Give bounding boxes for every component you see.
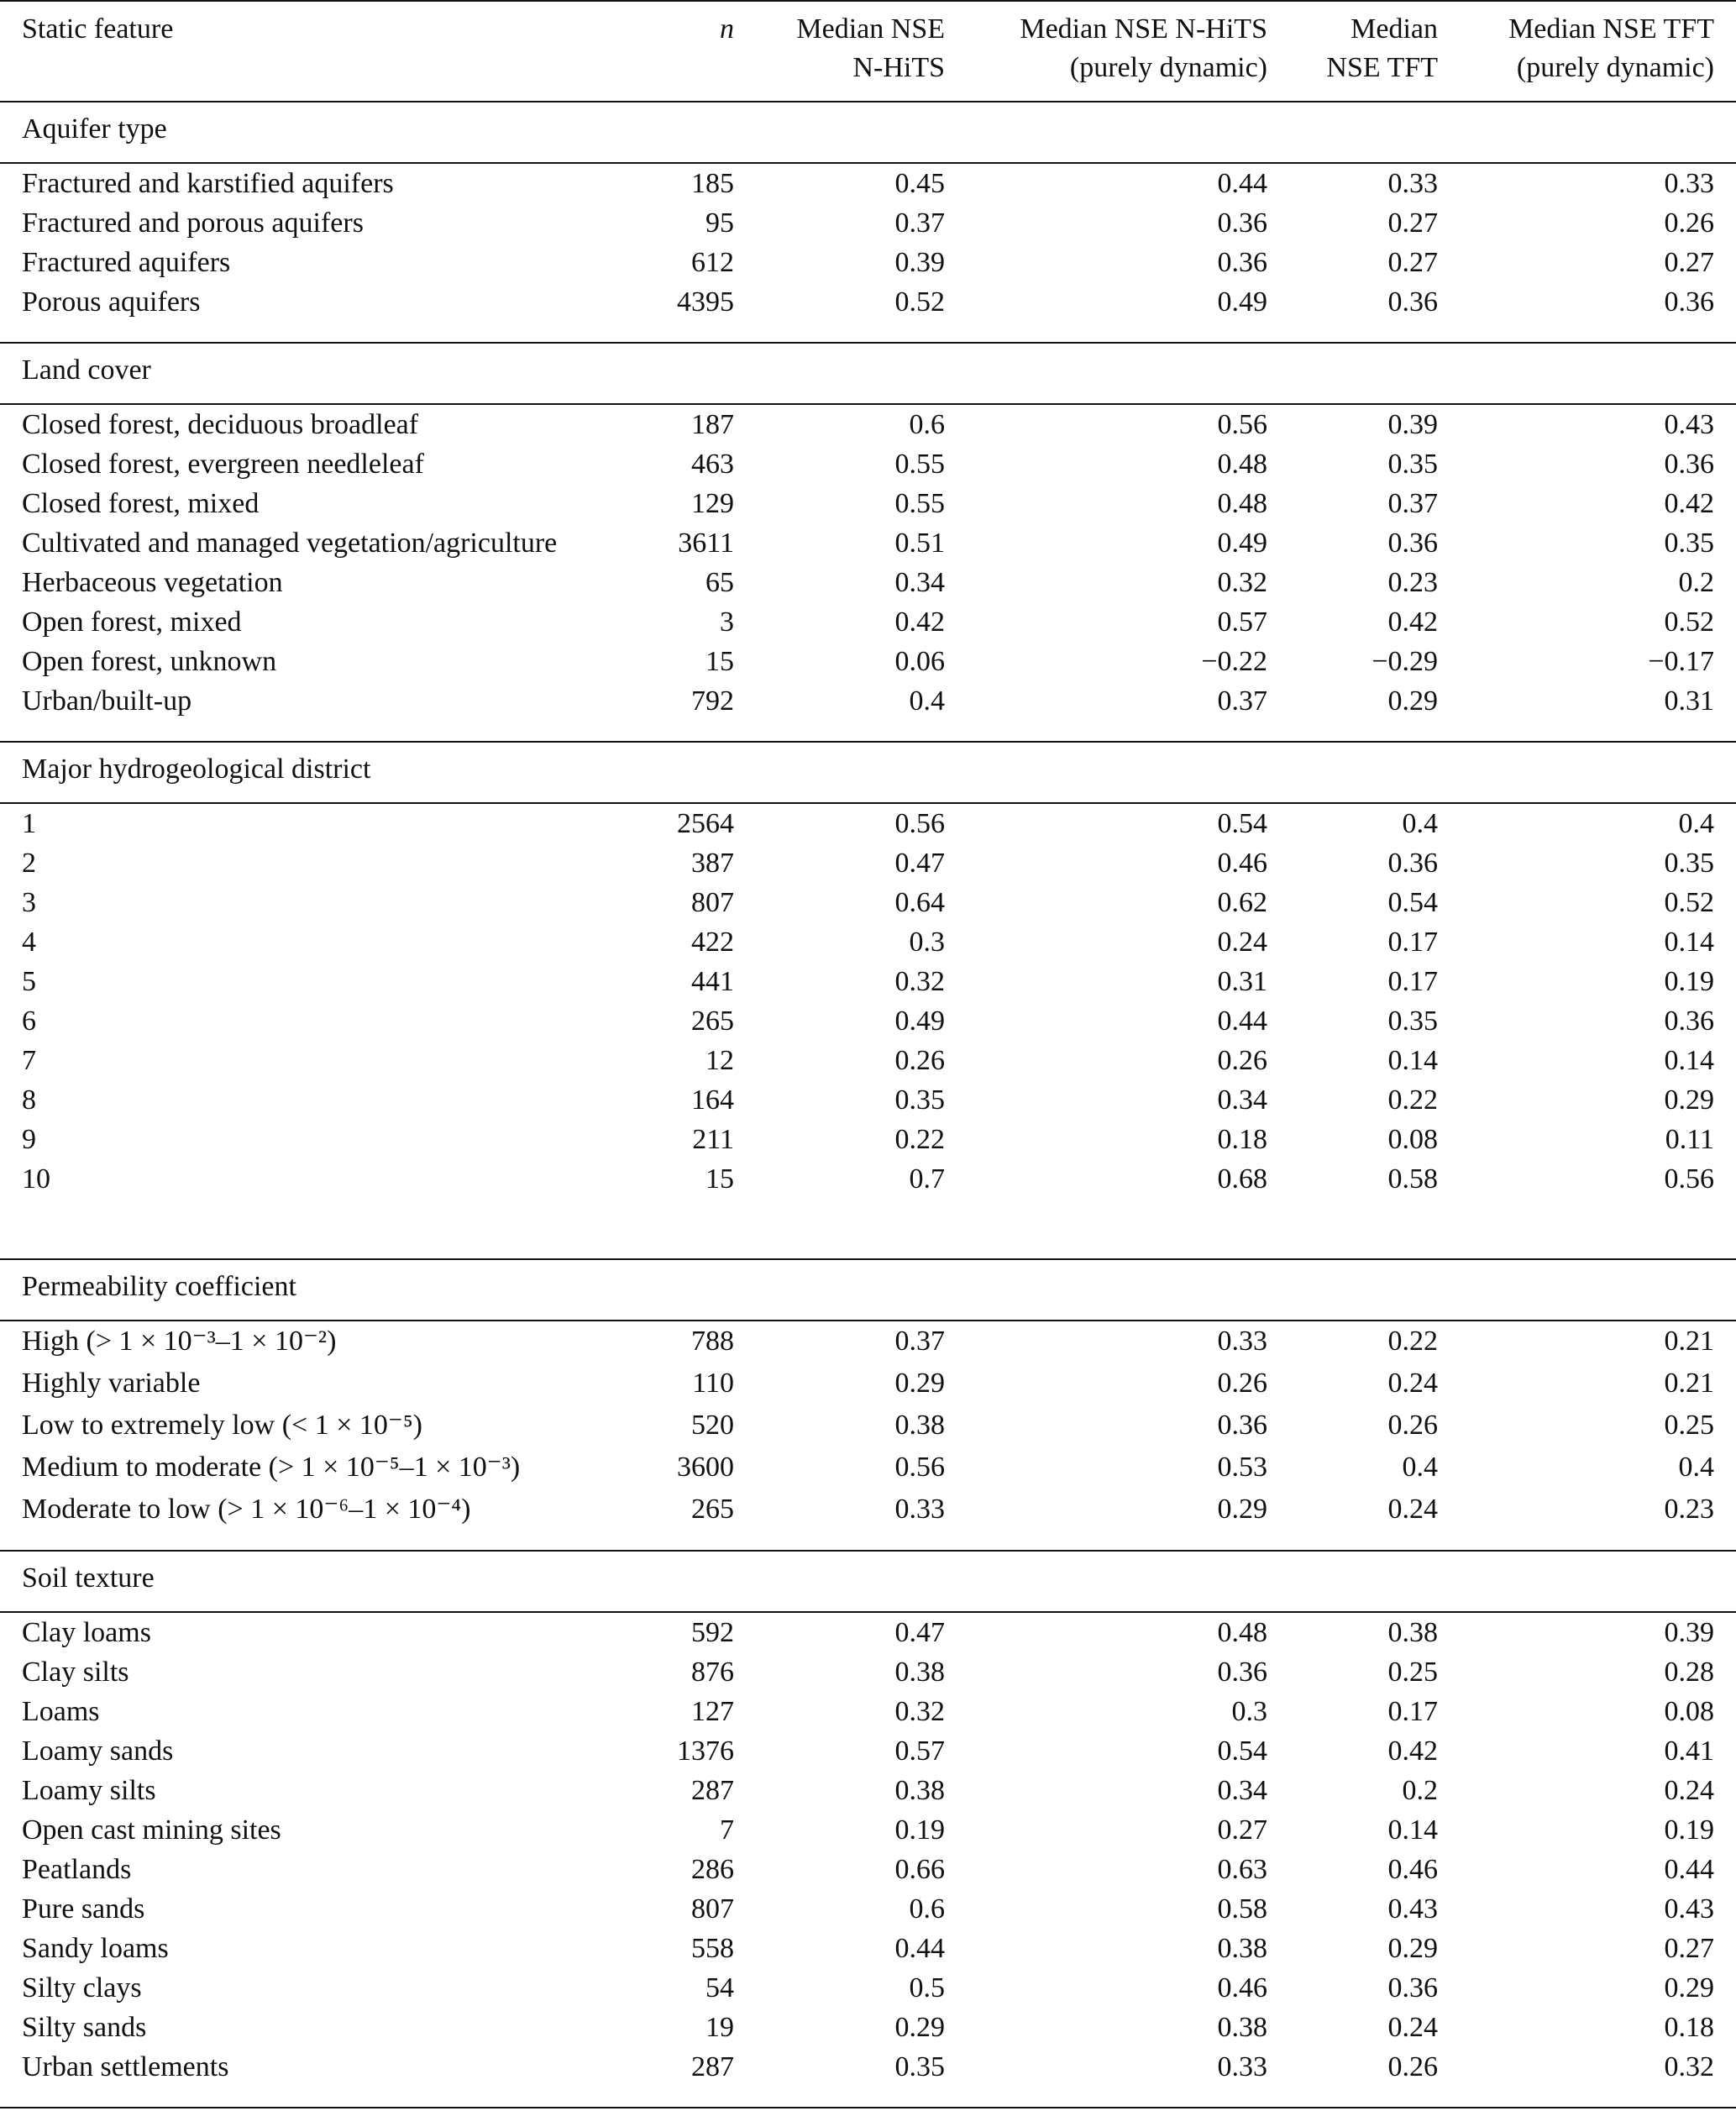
cell-value: 0.4 (1402, 1452, 1438, 1483)
table-row (0, 1850, 1736, 1889)
cell-value: 0.46 (1217, 848, 1267, 879)
cell-value: 558 (691, 1933, 734, 1964)
table-row (0, 1405, 1736, 1445)
cell-value: 0.37 (894, 207, 945, 239)
cell-value: 3611 (678, 528, 734, 559)
table-row (0, 1489, 1736, 1529)
row-label: Low to extremely low (< 1 × 10⁻⁵) (22, 1410, 422, 1441)
cell-value: 0.18 (1664, 2012, 1714, 2043)
row-label: 8 (22, 1084, 36, 1116)
cell-value: 0.18 (1217, 1124, 1267, 1155)
cell-value: 0.36 (1387, 286, 1438, 318)
row-label: High (> 1 × 10⁻³–1 × 10⁻²) (22, 1326, 337, 1357)
header-line: Median NSE TFT (1508, 13, 1714, 45)
cell-value: 0.36 (1664, 449, 1714, 480)
table-row (0, 1159, 1736, 1199)
cell-value: 0.33 (894, 1494, 945, 1525)
row-label: Open forest, mixed (22, 607, 242, 638)
cell-value: 0.58 (1217, 1893, 1267, 1925)
row-label: Sandy loams (22, 1933, 169, 1964)
cell-value: 0.14 (1387, 1814, 1438, 1846)
table-row (0, 642, 1736, 681)
table-row (0, 2008, 1736, 2047)
cell-value: 0.29 (1387, 685, 1438, 717)
cell-value: 0.31 (1217, 966, 1267, 997)
cell-value: 0.26 (1387, 1410, 1438, 1441)
cell-value: 0.36 (1217, 207, 1267, 239)
section-title: Permeability coefficient (22, 1271, 296, 1302)
row-label: Herbaceous vegetation (22, 567, 283, 598)
cell-value: 0.29 (894, 1368, 945, 1399)
cell-value: 0.57 (894, 1736, 945, 1767)
cell-value: 0.24 (1664, 1775, 1714, 1806)
header-line: Median (1351, 13, 1438, 45)
section-rule (0, 1258, 1736, 1260)
cell-value: 0.68 (1217, 1163, 1267, 1195)
cell-value: 0.44 (1217, 168, 1267, 199)
cell-value: 0.33 (1217, 2051, 1267, 2082)
cell-value: 0.52 (1664, 607, 1714, 638)
bottom-rule (0, 2107, 1736, 2108)
row-label: 4 (22, 927, 36, 958)
cell-value: 0.48 (1217, 449, 1267, 480)
cell-value: 4395 (677, 286, 734, 318)
table-row (0, 681, 1736, 721)
cell-value: 211 (692, 1124, 734, 1155)
cell-value: 612 (691, 247, 734, 278)
cell-value: 387 (691, 848, 734, 879)
header-static-feature: Static feature (22, 13, 174, 45)
row-label: Loamy sands (22, 1736, 174, 1767)
cell-value: 0.29 (894, 2012, 945, 2043)
row-label: 2 (22, 848, 36, 879)
cell-value: 0.36 (1664, 1006, 1714, 1037)
cell-value: 0.23 (1387, 567, 1438, 598)
cell-value: 0.21 (1664, 1368, 1714, 1399)
cell-value: 185 (691, 168, 734, 199)
table-row (0, 1001, 1736, 1041)
cell-value: 0.36 (1387, 848, 1438, 879)
table-row (0, 602, 1736, 642)
cell-value: 0.42 (1664, 488, 1714, 519)
cell-value: 788 (691, 1326, 734, 1357)
cell-value: 65 (705, 567, 734, 598)
row-label: Clay silts (22, 1657, 129, 1688)
cell-value: 0.49 (1217, 528, 1267, 559)
cell-value: 0.37 (894, 1326, 945, 1357)
cell-value: 0.14 (1387, 1045, 1438, 1076)
section-title: Land cover (22, 354, 151, 386)
cell-value: 0.54 (1217, 1736, 1267, 1767)
table-row (0, 804, 1736, 843)
section-title: Major hydrogeological district (22, 754, 371, 785)
cell-value: −0.17 (1648, 646, 1714, 677)
cell-value: 0.33 (1217, 1326, 1267, 1357)
cell-value: 0.27 (1387, 247, 1438, 278)
cell-value: 0.56 (1217, 409, 1267, 440)
cell-value: 0.53 (1217, 1452, 1267, 1483)
cell-value: 0.36 (1387, 528, 1438, 559)
cell-value: 0.38 (1387, 1617, 1438, 1648)
table-row (0, 2047, 1736, 2087)
cell-value: 110 (692, 1368, 734, 1399)
cell-value: 265 (691, 1006, 734, 1037)
cell-value: 0.37 (1217, 685, 1267, 717)
cell-value: 0.42 (1387, 607, 1438, 638)
row-label: Highly variable (22, 1368, 201, 1399)
row-label: Urban settlements (22, 2051, 229, 2082)
cell-value: −0.22 (1201, 646, 1267, 677)
cell-value: 0.24 (1387, 1494, 1438, 1525)
cell-value: 0.38 (894, 1410, 945, 1441)
cell-value: 0.31 (1664, 685, 1714, 717)
row-label: Closed forest, deciduous broadleaf (22, 409, 419, 440)
row-label: Medium to moderate (> 1 × 10⁻⁵–1 × 10⁻³) (22, 1452, 521, 1483)
cell-value: 0.29 (1387, 1933, 1438, 1964)
cell-value: 0.27 (1387, 207, 1438, 239)
cell-value: 0.22 (1387, 1084, 1438, 1116)
row-label: Closed forest, evergreen needleleaf (22, 449, 424, 480)
cell-value: 0.26 (1217, 1368, 1267, 1399)
row-label: Pure sands (22, 1893, 145, 1925)
cell-value: 0.54 (1217, 808, 1267, 839)
cell-value: 0.49 (894, 1006, 945, 1037)
cell-value: 0.14 (1664, 927, 1714, 958)
cell-value: 0.06 (894, 646, 945, 677)
cell-value: 0.17 (1387, 1696, 1438, 1727)
header-line: (purely dynamic) (1516, 52, 1714, 83)
cell-value: 0.35 (1387, 449, 1438, 480)
cell-value: 0.27 (1664, 247, 1714, 278)
cell-value: 0.48 (1217, 488, 1267, 519)
cell-value: 0.19 (1664, 1814, 1714, 1846)
cell-value: 0.4 (1678, 1452, 1714, 1483)
cell-value: 0.35 (894, 2051, 945, 2082)
cell-value: 265 (691, 1494, 734, 1525)
row-label: Porous aquifers (22, 286, 201, 318)
cell-value: 0.29 (1217, 1494, 1267, 1525)
cell-value: 592 (691, 1617, 734, 1648)
cell-value: 0.45 (894, 168, 945, 199)
row-label: 9 (22, 1124, 36, 1155)
cell-value: 287 (691, 1775, 734, 1806)
cell-value: 164 (691, 1084, 734, 1116)
section-rule (0, 342, 1736, 344)
cell-value: 0.17 (1387, 966, 1438, 997)
table-row (0, 243, 1736, 282)
header-line: Median NSE (796, 13, 945, 45)
row-label: Silty sands (22, 2012, 147, 2043)
cell-value: 0.43 (1664, 1893, 1714, 1925)
cell-value: 0.08 (1387, 1124, 1438, 1155)
cell-value: 0.27 (1217, 1814, 1267, 1846)
row-label: 1 (22, 808, 36, 839)
table-row (0, 282, 1736, 322)
cell-value: 0.2 (1402, 1775, 1438, 1806)
cell-value: 0.51 (894, 528, 945, 559)
table-row (0, 1692, 1736, 1731)
cell-value: 12 (705, 1045, 734, 1076)
cell-value: 520 (691, 1410, 734, 1441)
cell-value: 0.56 (894, 808, 945, 839)
cell-value: 0.24 (1387, 2012, 1438, 2043)
cell-value: 0.36 (1387, 1972, 1438, 2003)
cell-value: 0.38 (894, 1657, 945, 1688)
cell-value: 0.36 (1217, 1410, 1267, 1441)
section-rule (0, 741, 1736, 743)
table-row (0, 405, 1736, 444)
table-row (0, 1120, 1736, 1159)
cell-value: 0.44 (1217, 1006, 1267, 1037)
cell-value: 0.32 (894, 966, 945, 997)
cell-value: 287 (691, 2051, 734, 2082)
header-median-nse-nhits (796, 10, 945, 87)
row-label: Fractured aquifers (22, 247, 231, 278)
header-line: Median NSE N-HiTS (1020, 13, 1267, 45)
cell-value: 0.39 (1387, 409, 1438, 440)
row-label: Loamy silts (22, 1775, 156, 1806)
cell-value: 0.52 (894, 286, 945, 318)
table-row (0, 1447, 1736, 1487)
cell-value: 0.46 (1217, 1972, 1267, 2003)
cell-value: 187 (691, 409, 734, 440)
cell-value: 0.58 (1387, 1163, 1438, 1195)
row-label: 6 (22, 1006, 36, 1037)
table-row (0, 1041, 1736, 1080)
table-row (0, 1080, 1736, 1120)
cell-value: 3600 (677, 1452, 734, 1483)
top-rule (0, 0, 1736, 2)
row-label: 3 (22, 887, 36, 918)
cell-value: 0.4 (909, 685, 945, 717)
cell-value: 0.27 (1664, 1933, 1714, 1964)
cell-value: 0.17 (1387, 927, 1438, 958)
header-line: (purely dynamic) (1069, 52, 1267, 83)
header-n: n (720, 13, 734, 45)
section-rule (0, 1550, 1736, 1552)
cell-value: 0.43 (1664, 409, 1714, 440)
table-row (0, 1613, 1736, 1652)
row-label: Urban/built-up (22, 685, 192, 717)
cell-value: 0.22 (1387, 1326, 1438, 1357)
cell-value: 129 (691, 488, 734, 519)
table-row (0, 1810, 1736, 1850)
table-row (0, 484, 1736, 523)
table-row (0, 444, 1736, 484)
table-row (0, 1968, 1736, 2008)
cell-value: 0.35 (1664, 528, 1714, 559)
cell-value: 0.3 (1231, 1696, 1267, 1727)
section-title: Aquifer type (22, 113, 167, 144)
cell-value: 0.42 (894, 607, 945, 638)
row-label: 10 (22, 1163, 50, 1195)
cell-value: 0.47 (894, 1617, 945, 1648)
cell-value: 807 (691, 887, 734, 918)
row-label: Fractured and karstified aquifers (22, 168, 394, 199)
cell-value: 15 (705, 1163, 734, 1195)
cell-value: 0.35 (1387, 1006, 1438, 1037)
cell-value: 0.66 (894, 1854, 945, 1885)
table-row (0, 1771, 1736, 1810)
cell-value: 0.35 (894, 1084, 945, 1116)
cell-value: 0.25 (1664, 1410, 1714, 1441)
cell-value: 0.35 (1664, 848, 1714, 879)
cell-value: 15 (705, 646, 734, 677)
row-label: Cultivated and managed vegetation/agriculture (22, 528, 558, 559)
cell-value: 441 (691, 966, 734, 997)
cell-value: 0.4 (1402, 808, 1438, 839)
cell-value: 0.41 (1664, 1736, 1714, 1767)
cell-value: 0.25 (1387, 1657, 1438, 1688)
row-label: Clay loams (22, 1617, 151, 1648)
cell-value: 0.3 (909, 927, 945, 958)
cell-value: 7 (720, 1814, 734, 1846)
cell-value: 0.52 (1664, 887, 1714, 918)
row-label: 5 (22, 966, 36, 997)
cell-value: 0.33 (1664, 168, 1714, 199)
cell-value: 0.32 (1217, 567, 1267, 598)
cell-value: 0.38 (1217, 2012, 1267, 2043)
cell-value: 0.56 (894, 1452, 945, 1483)
cell-value: 2564 (677, 808, 734, 839)
cell-value: 463 (691, 449, 734, 480)
row-label: Loams (22, 1696, 100, 1727)
cell-value: 3 (720, 607, 734, 638)
cell-value: 0.37 (1387, 488, 1438, 519)
cell-value: 0.32 (894, 1696, 945, 1727)
header-median-nse-tft-dynamic (1508, 10, 1714, 87)
table-row (0, 164, 1736, 203)
cell-value: −0.29 (1371, 646, 1438, 677)
cell-value: 0.39 (1664, 1617, 1714, 1648)
cell-value: 0.19 (894, 1814, 945, 1846)
row-label: 7 (22, 1045, 36, 1076)
cell-value: 0.08 (1664, 1696, 1714, 1727)
cell-value: 0.48 (1217, 1617, 1267, 1648)
cell-value: 0.6 (909, 409, 945, 440)
cell-value: 0.11 (1665, 1124, 1714, 1155)
cell-value: 286 (691, 1854, 734, 1885)
header-line: NSE TFT (1326, 52, 1438, 83)
table-row (0, 883, 1736, 922)
cell-value: 0.47 (894, 848, 945, 879)
cell-value: 0.42 (1387, 1736, 1438, 1767)
cell-value: 0.26 (894, 1045, 945, 1076)
table-row (0, 523, 1736, 563)
cell-value: 0.36 (1217, 1657, 1267, 1688)
table-row (0, 1363, 1736, 1403)
section-title: Soil texture (22, 1562, 155, 1594)
cell-value: 0.29 (1664, 1972, 1714, 2003)
cell-value: 0.6 (909, 1893, 945, 1925)
cell-value: 0.49 (1217, 286, 1267, 318)
cell-value: 54 (705, 1972, 734, 2003)
table-row (0, 843, 1736, 883)
cell-value: 0.55 (894, 449, 945, 480)
cell-value: 0.44 (894, 1933, 945, 1964)
cell-value: 0.14 (1664, 1045, 1714, 1076)
cell-value: 0.4 (1678, 808, 1714, 839)
cell-value: 127 (691, 1696, 734, 1727)
cell-value: 0.34 (1217, 1084, 1267, 1116)
table-row (0, 962, 1736, 1001)
table-row (0, 1929, 1736, 1968)
cell-value: 1376 (677, 1736, 734, 1767)
cell-value: 0.24 (1217, 927, 1267, 958)
cell-value: 0.64 (894, 887, 945, 918)
cell-value: 0.23 (1664, 1494, 1714, 1525)
cell-value: 0.5 (909, 1972, 945, 2003)
table-row (0, 1321, 1736, 1361)
table-row (0, 922, 1736, 962)
cell-value: 0.34 (1217, 1775, 1267, 1806)
cell-value: 19 (705, 2012, 734, 2043)
section-rule (0, 101, 1736, 102)
header-line: N-HiTS (852, 52, 945, 83)
cell-value: 0.38 (1217, 1933, 1267, 1964)
cell-value: 0.28 (1664, 1657, 1714, 1688)
cell-value: 0.36 (1217, 247, 1267, 278)
cell-value: 0.2 (1678, 567, 1714, 598)
cell-value: 0.29 (1664, 1084, 1714, 1116)
row-label: Peatlands (22, 1854, 132, 1885)
table-row (0, 563, 1736, 602)
cell-value: 807 (691, 1893, 734, 1925)
cell-value: 0.24 (1387, 1368, 1438, 1399)
cell-value: 0.62 (1217, 887, 1267, 918)
cell-value: 0.22 (894, 1124, 945, 1155)
cell-value: 0.26 (1664, 207, 1714, 239)
cell-value: 0.26 (1387, 2051, 1438, 2082)
cell-value: 422 (691, 927, 734, 958)
cell-value: 0.26 (1217, 1045, 1267, 1076)
cell-value: 0.33 (1387, 168, 1438, 199)
row-label: Fractured and porous aquifers (22, 207, 364, 239)
table-row (0, 1731, 1736, 1771)
cell-value: 0.44 (1664, 1854, 1714, 1885)
row-label: Silty clays (22, 1972, 142, 2003)
cell-value: 0.36 (1664, 286, 1714, 318)
cell-value: 0.54 (1387, 887, 1438, 918)
cell-value: 0.46 (1387, 1854, 1438, 1885)
table-row (0, 1889, 1736, 1929)
cell-value: 0.43 (1387, 1893, 1438, 1925)
cell-value: 0.56 (1664, 1163, 1714, 1195)
cell-value: 95 (705, 207, 734, 239)
header-median-nse-nhits-dynamic (1020, 10, 1267, 87)
table-row (0, 1652, 1736, 1692)
cell-value: 0.21 (1664, 1326, 1714, 1357)
row-label: Moderate to low (> 1 × 10⁻⁶–1 × 10⁻⁴) (22, 1494, 471, 1525)
cell-value: 876 (691, 1657, 734, 1688)
cell-value: 792 (691, 685, 734, 717)
table-row (0, 203, 1736, 243)
row-label: Open cast mining sites (22, 1814, 281, 1846)
cell-value: 0.32 (1664, 2051, 1714, 2082)
cell-value: 0.19 (1664, 966, 1714, 997)
cell-value: 0.57 (1217, 607, 1267, 638)
cell-value: 0.55 (894, 488, 945, 519)
cell-value: 0.38 (894, 1775, 945, 1806)
cell-value: 0.7 (909, 1163, 945, 1195)
cell-value: 0.34 (894, 567, 945, 598)
row-label: Closed forest, mixed (22, 488, 260, 519)
header-median-nse-tft (1326, 10, 1438, 87)
cell-value: 0.63 (1217, 1854, 1267, 1885)
row-label: Open forest, unknown (22, 646, 277, 677)
cell-value: 0.39 (894, 247, 945, 278)
